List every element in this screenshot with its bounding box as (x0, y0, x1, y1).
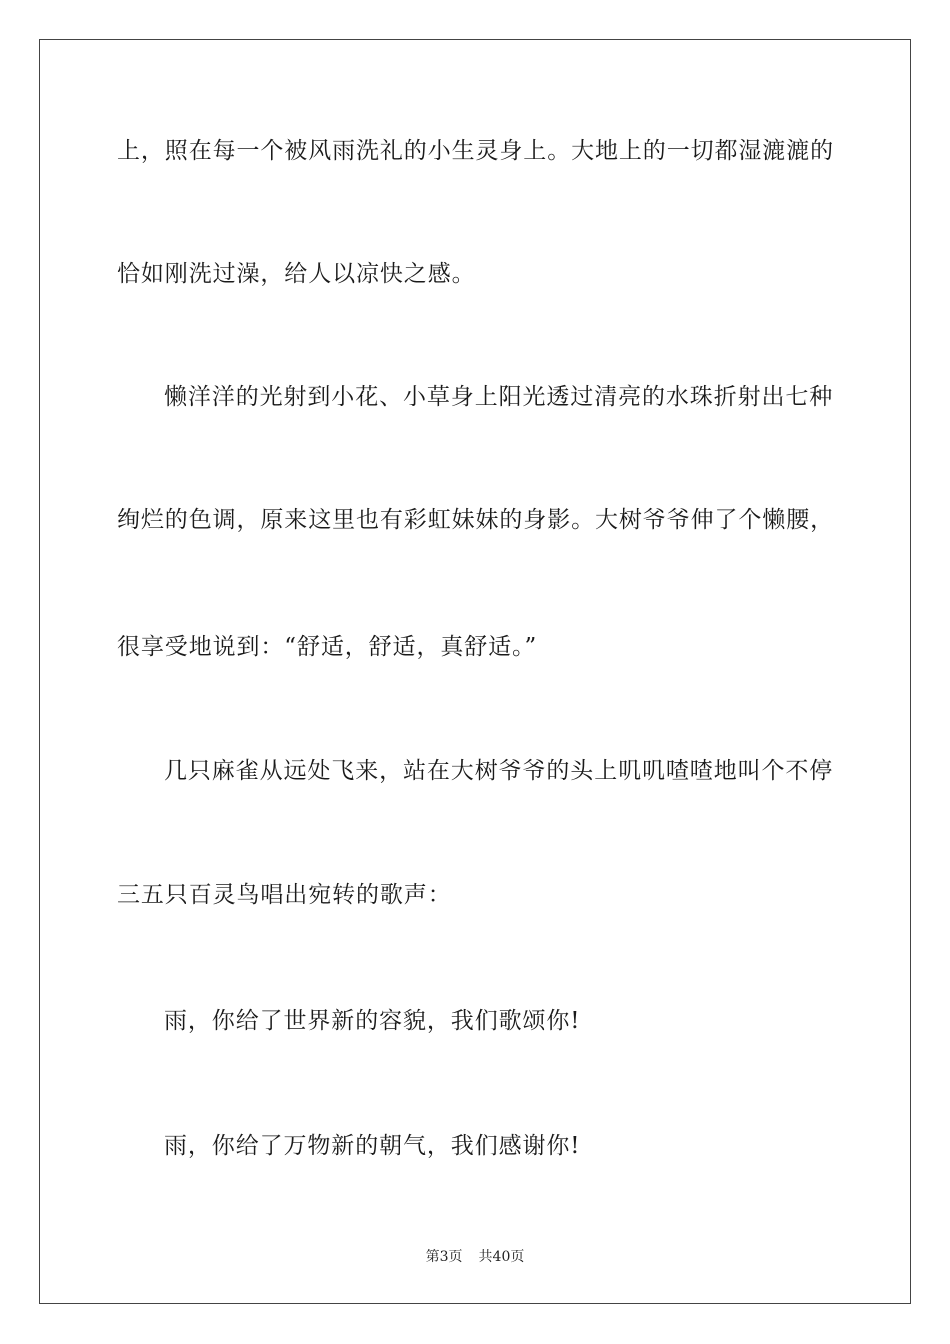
text-line-6: 几只麻雀从远处飞来，站在大树爷爷的头上叽叽喳喳地叫个不停 (164, 758, 834, 784)
text-line-8: 雨，你给了世界新的容貌，我们歌颂你! (164, 1008, 581, 1034)
page-number: 第3页 (425, 1249, 463, 1265)
text-line-7: 三五只百灵鸟唱出宛转的歌声： (117, 882, 452, 908)
text-line-5: 很享受地说到：“舒适，舒适，真舒适。” (117, 634, 538, 660)
text-line-4: 绚烂的色调，原来这里也有彩虹妹妹的身影。大树爷爷伸了个懒腰， (117, 507, 834, 533)
text-line-3: 懒洋洋的光射到小花、小草身上阳光透过清亮的水珠折射出七种 (164, 384, 834, 410)
text-line-9: 雨，你给了万物新的朝气，我们感谢你! (164, 1133, 581, 1159)
page-border (39, 39, 911, 1304)
text-line-2: 恰如刚洗过澡，给人以凉快之感。 (117, 261, 476, 287)
page-total: 共40页 (478, 1249, 525, 1265)
text-line-1: 上，照在每一个被风雨洗礼的小生灵身上。大地上的一切都湿漉漉的 (117, 138, 834, 164)
page-footer (0, 1248, 950, 1266)
